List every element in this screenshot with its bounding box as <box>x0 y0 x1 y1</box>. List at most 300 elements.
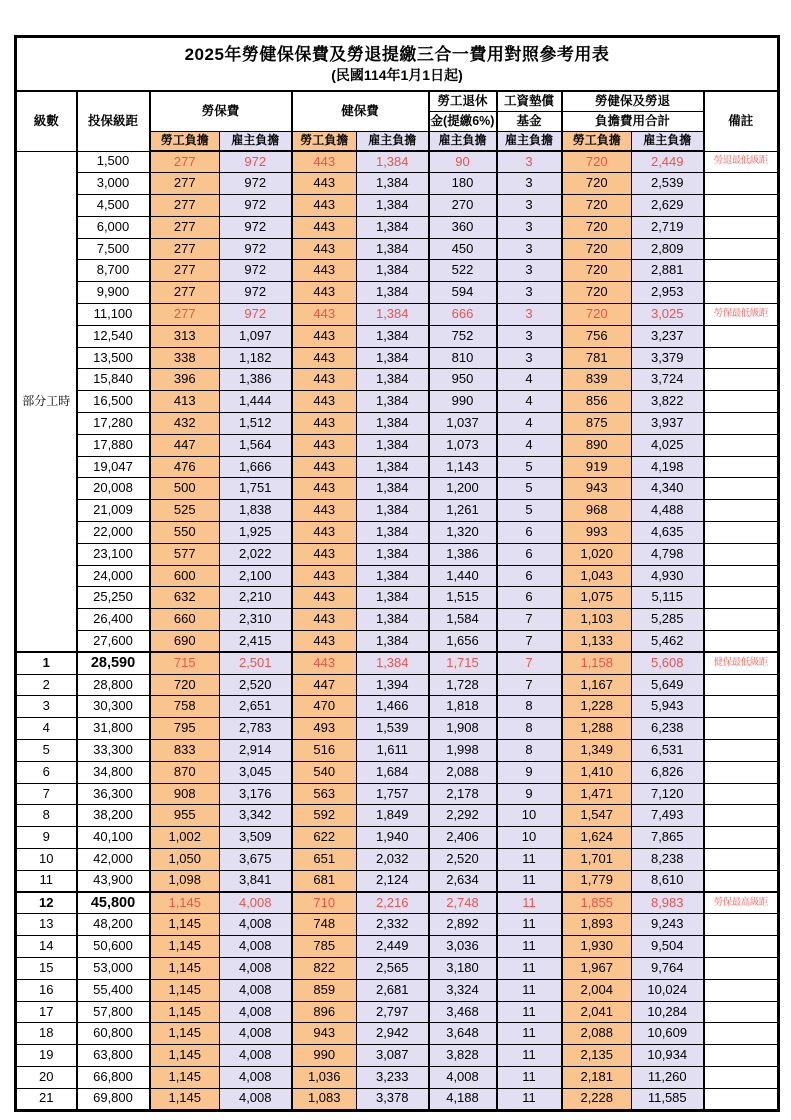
col-header-health-insurance: 健保費 <box>292 91 429 132</box>
labor-employee-cell: 476 <box>150 456 220 478</box>
health-employee-cell: 443 <box>292 478 357 500</box>
pension-employer-cell: 2,634 <box>429 870 497 892</box>
note-cell <box>704 238 779 260</box>
pension-employer-cell: 950 <box>429 369 497 391</box>
note-cell <box>704 957 779 979</box>
level-cell: 6 <box>16 761 77 783</box>
labor-employee-cell: 1,145 <box>150 1001 220 1023</box>
health-employer-cell: 2,449 <box>357 936 429 958</box>
health-employee-cell: 493 <box>292 718 357 740</box>
col-header-wage-fund-line1: 工資墊償 <box>497 91 562 112</box>
labor-employer-cell: 4,008 <box>220 1045 292 1067</box>
col-header-total-line1: 勞健保及勞退 <box>562 91 704 112</box>
labor-employer-cell: 1,182 <box>220 347 292 369</box>
health-employee-cell: 443 <box>292 565 357 587</box>
pension-employer-cell: 3,648 <box>429 1023 497 1045</box>
labor-employee-cell: 1,145 <box>150 979 220 1001</box>
labor-employer-cell: 972 <box>220 173 292 195</box>
bracket-cell: 19,047 <box>77 456 150 478</box>
labor-employer-cell: 972 <box>220 282 292 304</box>
level-cell: 5 <box>16 740 77 762</box>
total-employee-cell: 1,547 <box>562 805 632 827</box>
labor-employer-cell: 4,008 <box>220 1088 292 1110</box>
pension-employer-cell: 666 <box>429 304 497 326</box>
fund-employer-cell: 11 <box>497 849 562 871</box>
bracket-cell: 45,800 <box>77 892 150 914</box>
health-employee-cell: 443 <box>292 652 357 674</box>
note-cell <box>704 740 779 762</box>
total-employee-cell: 1,701 <box>562 849 632 871</box>
bracket-cell: 28,590 <box>77 652 150 674</box>
level-cell: 13 <box>16 914 77 936</box>
labor-employee-cell: 1,145 <box>150 1066 220 1088</box>
fund-employer-cell: 10 <box>497 827 562 849</box>
note-cell <box>704 325 779 347</box>
fund-employer-cell: 5 <box>497 456 562 478</box>
labor-employer-cell: 2,520 <box>220 674 292 696</box>
health-employer-cell: 2,681 <box>357 979 429 1001</box>
health-employer-cell: 1,384 <box>357 434 429 456</box>
fund-employer-cell: 6 <box>497 587 562 609</box>
total-employee-cell: 720 <box>562 260 632 282</box>
labor-employee-cell: 1,145 <box>150 1088 220 1110</box>
health-employer-cell: 1,940 <box>357 827 429 849</box>
labor-employer-cell: 1,925 <box>220 522 292 544</box>
pension-employer-cell: 1,037 <box>429 413 497 435</box>
labor-employee-cell: 277 <box>150 282 220 304</box>
col-header-total-line2: 負擔費用合計 <box>562 112 704 132</box>
health-employer-cell: 1,384 <box>357 325 429 347</box>
table-row <box>16 1045 779 1067</box>
note-cell <box>704 1066 779 1088</box>
total-employer-cell: 7,865 <box>632 827 704 849</box>
total-employee-cell: 1,228 <box>562 696 632 718</box>
fund-employer-cell: 8 <box>497 696 562 718</box>
health-employer-cell: 1,384 <box>357 304 429 326</box>
total-employer-cell: 9,243 <box>632 914 704 936</box>
health-employee-cell: 443 <box>292 434 357 456</box>
total-employer-cell: 8,610 <box>632 870 704 892</box>
labor-employee-cell: 338 <box>150 347 220 369</box>
col-header-wage-fund-line2: 基金 <box>497 112 562 132</box>
labor-employee-cell: 396 <box>150 369 220 391</box>
health-employee-cell: 563 <box>292 783 357 805</box>
labor-employee-cell: 600 <box>150 565 220 587</box>
table-row <box>16 304 779 326</box>
labor-employer-cell: 2,914 <box>220 740 292 762</box>
total-employee-cell: 2,041 <box>562 1001 632 1023</box>
labor-employer-cell: 1,666 <box>220 456 292 478</box>
labor-employer-cell: 1,838 <box>220 500 292 522</box>
total-employee-cell: 993 <box>562 522 632 544</box>
col-header-pension-line1: 勞工退休 <box>429 91 497 112</box>
total-employee-cell: 1,624 <box>562 827 632 849</box>
bracket-cell: 17,880 <box>77 434 150 456</box>
fund-employer-cell: 8 <box>497 718 562 740</box>
bracket-cell: 21,009 <box>77 500 150 522</box>
health-employer-cell: 1,384 <box>357 151 429 173</box>
bracket-cell: 40,100 <box>77 827 150 849</box>
level-cell: 17 <box>16 1001 77 1023</box>
total-employer-cell: 6,238 <box>632 718 704 740</box>
fund-employer-cell: 7 <box>497 652 562 674</box>
fund-employer-cell: 3 <box>497 238 562 260</box>
total-employee-cell: 1,930 <box>562 936 632 958</box>
total-employee-cell: 1,167 <box>562 674 632 696</box>
labor-employer-cell: 4,008 <box>220 936 292 958</box>
total-employee-cell: 968 <box>562 500 632 522</box>
total-employee-cell: 781 <box>562 347 632 369</box>
labor-employer-cell: 4,008 <box>220 979 292 1001</box>
total-employee-cell: 720 <box>562 195 632 217</box>
bracket-cell: 69,800 <box>77 1088 150 1110</box>
pension-employer-cell: 2,748 <box>429 892 497 914</box>
table-row <box>16 805 779 827</box>
health-employer-cell: 1,384 <box>357 500 429 522</box>
total-employer-cell: 3,937 <box>632 413 704 435</box>
fund-employer-cell: 3 <box>497 325 562 347</box>
pension-employer-cell: 1,998 <box>429 740 497 762</box>
bracket-cell: 12,540 <box>77 325 150 347</box>
labor-employee-cell: 795 <box>150 718 220 740</box>
total-employee-cell: 720 <box>562 216 632 238</box>
table-row <box>16 783 779 805</box>
fund-employer-cell: 3 <box>497 216 562 238</box>
labor-employee-cell: 277 <box>150 195 220 217</box>
fund-employer-cell: 11 <box>497 914 562 936</box>
pension-employer-cell: 3,828 <box>429 1045 497 1067</box>
bracket-cell: 38,200 <box>77 805 150 827</box>
pension-employer-cell: 3,180 <box>429 957 497 979</box>
note-cell <box>704 827 779 849</box>
pension-employer-cell: 1,143 <box>429 456 497 478</box>
total-employer-cell: 10,024 <box>632 979 704 1001</box>
health-employee-cell: 540 <box>292 761 357 783</box>
health-employee-cell: 592 <box>292 805 357 827</box>
note-cell <box>704 347 779 369</box>
level-cell: 21 <box>16 1088 77 1110</box>
bracket-cell: 63,800 <box>77 1045 150 1067</box>
total-employer-cell: 10,284 <box>632 1001 704 1023</box>
labor-employer-cell: 1,751 <box>220 478 292 500</box>
total-employer-cell: 3,724 <box>632 369 704 391</box>
table-row <box>16 391 779 413</box>
health-employer-cell: 1,384 <box>357 347 429 369</box>
col-header-labor-insurance: 勞保費 <box>150 91 292 132</box>
total-employee-cell: 720 <box>562 304 632 326</box>
table-row <box>16 325 779 347</box>
bracket-cell: 66,800 <box>77 1066 150 1088</box>
health-employee-cell: 443 <box>292 631 357 653</box>
health-employee-cell: 710 <box>292 892 357 914</box>
labor-employee-cell: 413 <box>150 391 220 413</box>
health-employer-cell: 1,384 <box>357 522 429 544</box>
labor-employee-cell: 833 <box>150 740 220 762</box>
pension-employer-cell: 1,073 <box>429 434 497 456</box>
labor-employer-cell: 3,342 <box>220 805 292 827</box>
pension-employer-cell: 1,440 <box>429 565 497 587</box>
note-cell <box>704 456 779 478</box>
health-employer-cell: 1,384 <box>357 543 429 565</box>
labor-employer-cell: 1,097 <box>220 325 292 347</box>
pension-employer-cell: 3,468 <box>429 1001 497 1023</box>
bracket-cell: 1,500 <box>77 151 150 173</box>
health-employer-cell: 1,384 <box>357 282 429 304</box>
note-cell: 勞退最低級距 <box>704 151 779 173</box>
fund-employer-cell: 4 <box>497 434 562 456</box>
bracket-cell: 34,800 <box>77 761 150 783</box>
note-cell <box>704 718 779 740</box>
fund-employer-cell: 7 <box>497 631 562 653</box>
table-row <box>16 652 779 674</box>
table-body <box>16 151 779 1110</box>
note-cell <box>704 761 779 783</box>
labor-employer-cell: 972 <box>220 238 292 260</box>
bracket-cell: 30,300 <box>77 696 150 718</box>
labor-employee-cell: 1,145 <box>150 1045 220 1067</box>
total-employee-cell: 1,043 <box>562 565 632 587</box>
total-employer-cell: 2,881 <box>632 260 704 282</box>
table-row <box>16 369 779 391</box>
table-row <box>16 543 779 565</box>
note-cell <box>704 195 779 217</box>
health-employer-cell: 3,087 <box>357 1045 429 1067</box>
note-cell <box>704 1023 779 1045</box>
labor-employee-cell: 1,145 <box>150 1023 220 1045</box>
table-row <box>16 282 779 304</box>
col-header-note: 備註 <box>704 91 779 151</box>
health-employee-cell: 1,036 <box>292 1066 357 1088</box>
total-employee-cell: 2,088 <box>562 1023 632 1045</box>
labor-employer-cell: 3,176 <box>220 783 292 805</box>
bracket-cell: 55,400 <box>77 979 150 1001</box>
fund-employer-cell: 6 <box>497 543 562 565</box>
level-cell: 19 <box>16 1045 77 1067</box>
labor-employer-cell: 2,100 <box>220 565 292 587</box>
health-employer-cell: 1,384 <box>357 631 429 653</box>
total-employee-cell: 839 <box>562 369 632 391</box>
health-employee-cell: 443 <box>292 325 357 347</box>
total-employer-cell: 10,934 <box>632 1045 704 1067</box>
table-row <box>16 456 779 478</box>
health-employee-cell: 443 <box>292 522 357 544</box>
health-employer-cell: 2,032 <box>357 849 429 871</box>
total-employer-cell: 5,943 <box>632 696 704 718</box>
table-row <box>16 674 779 696</box>
labor-employer-cell: 4,008 <box>220 957 292 979</box>
note-cell <box>704 696 779 718</box>
premium-table <box>14 35 780 1112</box>
fund-employer-cell: 10 <box>497 805 562 827</box>
table-row <box>16 936 779 958</box>
health-employer-cell: 1,384 <box>357 413 429 435</box>
bracket-cell: 33,300 <box>77 740 150 762</box>
labor-employee-cell: 720 <box>150 674 220 696</box>
note-cell <box>704 783 779 805</box>
health-employee-cell: 1,083 <box>292 1088 357 1110</box>
labor-employee-cell: 313 <box>150 325 220 347</box>
total-employee-cell: 890 <box>562 434 632 456</box>
health-employer-cell: 1,384 <box>357 216 429 238</box>
total-employer-cell: 4,930 <box>632 565 704 587</box>
bracket-cell: 24,000 <box>77 565 150 587</box>
total-employer-cell: 6,826 <box>632 761 704 783</box>
health-employee-cell: 447 <box>292 674 357 696</box>
note-cell <box>704 936 779 958</box>
total-employee-cell: 1,103 <box>562 609 632 631</box>
pension-employer-cell: 2,520 <box>429 849 497 871</box>
health-employer-cell: 1,384 <box>357 456 429 478</box>
pension-employer-cell: 1,728 <box>429 674 497 696</box>
total-employer-cell: 2,539 <box>632 173 704 195</box>
health-employer-cell: 3,233 <box>357 1066 429 1088</box>
bracket-cell: 31,800 <box>77 718 150 740</box>
pension-employer-cell: 1,200 <box>429 478 497 500</box>
subheader-pension-employer: 雇主負擔 <box>429 132 497 152</box>
fund-employer-cell: 11 <box>497 1023 562 1045</box>
total-employer-cell: 2,953 <box>632 282 704 304</box>
health-employee-cell: 443 <box>292 173 357 195</box>
total-employer-cell: 4,635 <box>632 522 704 544</box>
total-employer-cell: 3,237 <box>632 325 704 347</box>
total-employee-cell: 1,471 <box>562 783 632 805</box>
note-cell <box>704 674 779 696</box>
total-employee-cell: 2,004 <box>562 979 632 1001</box>
note-cell <box>704 478 779 500</box>
bracket-cell: 15,840 <box>77 369 150 391</box>
note-cell <box>704 216 779 238</box>
table-row <box>16 718 779 740</box>
note-cell <box>704 1045 779 1067</box>
total-employee-cell: 943 <box>562 478 632 500</box>
pension-employer-cell: 1,261 <box>429 500 497 522</box>
labor-employer-cell: 972 <box>220 195 292 217</box>
table-row <box>16 500 779 522</box>
labor-employer-cell: 2,310 <box>220 609 292 631</box>
fund-employer-cell: 11 <box>497 936 562 958</box>
total-employee-cell: 720 <box>562 282 632 304</box>
total-employer-cell: 5,608 <box>632 652 704 674</box>
health-employee-cell: 516 <box>292 740 357 762</box>
table-row <box>16 1088 779 1110</box>
page-subtitle: (民國114年1月1日起) <box>331 66 463 83</box>
total-employer-cell: 11,260 <box>632 1066 704 1088</box>
health-employer-cell: 1,849 <box>357 805 429 827</box>
total-employee-cell: 2,181 <box>562 1066 632 1088</box>
labor-employer-cell: 3,509 <box>220 827 292 849</box>
total-employer-cell: 9,764 <box>632 957 704 979</box>
fund-employer-cell: 11 <box>497 1066 562 1088</box>
health-employee-cell: 443 <box>292 282 357 304</box>
bracket-cell: 22,000 <box>77 522 150 544</box>
bracket-cell: 23,100 <box>77 543 150 565</box>
pension-employer-cell: 90 <box>429 151 497 173</box>
fund-employer-cell: 5 <box>497 500 562 522</box>
note-cell <box>704 260 779 282</box>
subheader-labor-employee: 勞工負擔 <box>150 132 220 152</box>
health-employee-cell: 470 <box>292 696 357 718</box>
fund-employer-cell: 11 <box>497 1001 562 1023</box>
bracket-cell: 43,900 <box>77 870 150 892</box>
table-row <box>16 892 779 914</box>
table-row <box>16 1066 779 1088</box>
subheader-labor-employer: 雇主負擔 <box>220 132 292 152</box>
total-employer-cell: 2,719 <box>632 216 704 238</box>
health-employer-cell: 1,384 <box>357 565 429 587</box>
table-row <box>16 195 779 217</box>
note-cell <box>704 849 779 871</box>
pension-employer-cell: 2,088 <box>429 761 497 783</box>
table-row <box>16 870 779 892</box>
fund-employer-cell: 7 <box>497 609 562 631</box>
labor-employee-cell: 277 <box>150 238 220 260</box>
bracket-cell: 36,300 <box>77 783 150 805</box>
total-employer-cell: 4,340 <box>632 478 704 500</box>
labor-employee-cell: 758 <box>150 696 220 718</box>
level-cell: 20 <box>16 1066 77 1088</box>
total-employee-cell: 856 <box>562 391 632 413</box>
level-cell: 10 <box>16 849 77 871</box>
fund-employer-cell: 7 <box>497 674 562 696</box>
total-employer-cell: 6,531 <box>632 740 704 762</box>
labor-employer-cell: 972 <box>220 216 292 238</box>
pension-employer-cell: 810 <box>429 347 497 369</box>
total-employee-cell: 1,158 <box>562 652 632 674</box>
labor-employee-cell: 870 <box>150 761 220 783</box>
bracket-cell: 50,600 <box>77 936 150 958</box>
labor-employee-cell: 1,145 <box>150 892 220 914</box>
pension-employer-cell: 3,036 <box>429 936 497 958</box>
pension-employer-cell: 1,715 <box>429 652 497 674</box>
pension-employer-cell: 990 <box>429 391 497 413</box>
bracket-cell: 16,500 <box>77 391 150 413</box>
bracket-cell: 17,280 <box>77 413 150 435</box>
note-cell: 勞保最高級距 <box>704 892 779 914</box>
labor-employee-cell: 550 <box>150 522 220 544</box>
health-employer-cell: 1,394 <box>357 674 429 696</box>
level-cell: 1 <box>16 652 77 674</box>
total-employer-cell: 2,809 <box>632 238 704 260</box>
labor-employer-cell: 2,501 <box>220 652 292 674</box>
total-employer-cell: 11,585 <box>632 1088 704 1110</box>
total-employee-cell: 720 <box>562 173 632 195</box>
part-time-merged-cell: 部分工時 <box>16 151 77 652</box>
table-row <box>16 696 779 718</box>
note-cell <box>704 543 779 565</box>
bracket-cell: 27,600 <box>77 631 150 653</box>
total-employee-cell: 875 <box>562 413 632 435</box>
labor-employer-cell: 2,783 <box>220 718 292 740</box>
labor-employer-cell: 4,008 <box>220 914 292 936</box>
pension-employer-cell: 1,818 <box>429 696 497 718</box>
health-employer-cell: 1,684 <box>357 761 429 783</box>
note-cell <box>704 587 779 609</box>
health-employee-cell: 443 <box>292 456 357 478</box>
bracket-cell: 20,008 <box>77 478 150 500</box>
labor-employer-cell: 4,008 <box>220 1066 292 1088</box>
bracket-cell: 42,000 <box>77 849 150 871</box>
total-employee-cell: 1,075 <box>562 587 632 609</box>
total-employer-cell: 5,462 <box>632 631 704 653</box>
table-row <box>16 1001 779 1023</box>
col-header-level: 級數 <box>16 91 77 151</box>
fund-employer-cell: 11 <box>497 892 562 914</box>
total-employer-cell: 4,025 <box>632 434 704 456</box>
total-employee-cell: 720 <box>562 238 632 260</box>
table-row <box>16 151 779 173</box>
labor-employee-cell: 632 <box>150 587 220 609</box>
labor-employer-cell: 2,022 <box>220 543 292 565</box>
